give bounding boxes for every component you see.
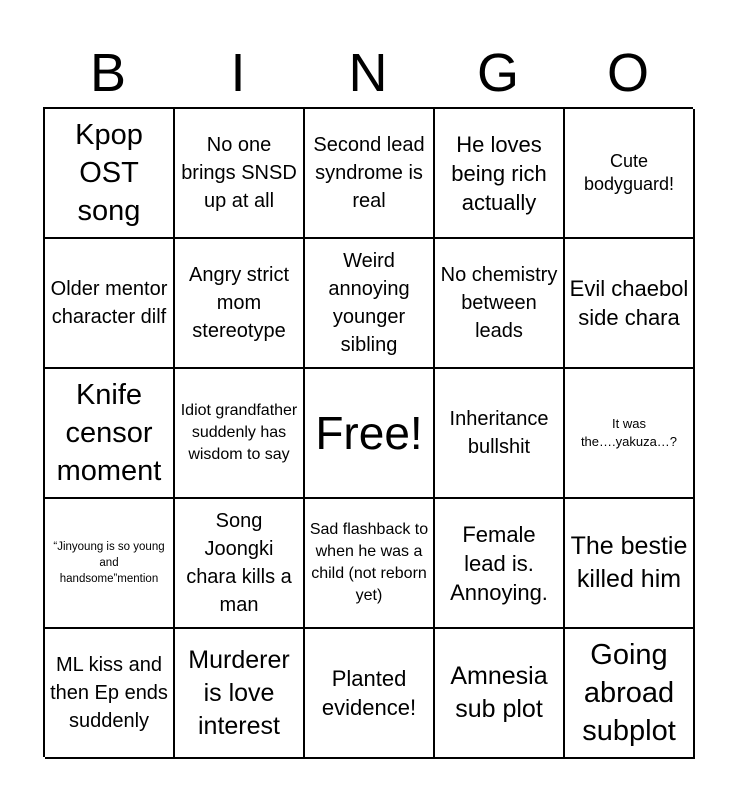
cell-text: Song Joongki chara kills a man — [186, 510, 292, 616]
cell-text: Older mentor character dilf — [50, 278, 168, 328]
bingo-cell-16[interactable] — [45, 499, 175, 629]
cell-text: It was the….yakuza…? — [580, 416, 678, 449]
bingo-cell-11[interactable] — [45, 369, 175, 499]
bingo-cell-21[interactable] — [45, 629, 175, 759]
bingo-cell-12[interactable] — [175, 369, 305, 499]
bingo-cell-9[interactable] — [435, 239, 565, 369]
bingo-cell-5[interactable] — [565, 109, 695, 239]
bingo-cell-6[interactable] — [45, 239, 175, 369]
bingo-header — [43, 38, 693, 108]
cell-text: Going abroad subplot — [582, 639, 676, 747]
cell-text: Knife censor moment — [56, 379, 162, 487]
free-space-text: Free! — [315, 407, 423, 459]
bingo-cell-19[interactable] — [435, 499, 565, 629]
bingo-cell-free[interactable] — [305, 369, 435, 499]
header-letter-i: I — [230, 43, 246, 103]
cell-text: Amnesia sub plot — [450, 662, 548, 723]
bingo-cell-10[interactable] — [565, 239, 695, 369]
header-letter-n: N — [348, 43, 388, 103]
bingo-cell-25[interactable] — [565, 629, 695, 759]
cell-text: Cute bodyguard! — [583, 151, 675, 194]
bingo-cell-8[interactable] — [305, 239, 435, 369]
cell-text: “Jinyoung is so young and handsome”mention — [53, 541, 165, 585]
cell-text: The bestie killed him — [570, 532, 688, 593]
bingo-cell-14[interactable] — [435, 369, 565, 499]
bingo-cell-20[interactable] — [565, 499, 695, 629]
cell-text: Weird annoying younger sibling — [328, 250, 410, 356]
bingo-cell-17[interactable] — [175, 499, 305, 629]
bingo-cell-4[interactable] — [435, 109, 565, 239]
bingo-cell-15[interactable] — [565, 369, 695, 499]
cell-text: Angry strict mom stereotype — [188, 264, 290, 342]
cell-text: Idiot grandfather suddenly has wisdom to say — [180, 402, 298, 463]
bingo-cell-7[interactable] — [175, 239, 305, 369]
cell-text: Kpop OST song — [75, 119, 143, 227]
cell-text: Inheritance bullshit — [449, 408, 549, 458]
cell-text: Sad flashback to when he was a child (not reborn yet) — [309, 521, 429, 604]
cell-text: Female lead is. Annoying. — [450, 521, 548, 605]
bingo-card-grid — [43, 107, 693, 757]
cell-text: ML kiss and then Ep ends suddenly — [50, 654, 168, 732]
bingo-cell-18[interactable] — [305, 499, 435, 629]
cell-text: Second lead syndrome is real — [313, 134, 425, 212]
bingo-cell-2[interactable] — [175, 109, 305, 239]
bingo-cell-22[interactable] — [175, 629, 305, 759]
bingo-cell-23[interactable] — [305, 629, 435, 759]
cell-text: No chemistry between leads — [440, 264, 558, 342]
bingo-cell-1[interactable] — [45, 109, 175, 239]
cell-text: No one brings SNSD up at all — [181, 134, 297, 212]
header-letter-o: O — [606, 43, 649, 103]
bingo-cell-24[interactable] — [435, 629, 565, 759]
cell-text: Evil chaebol side chara — [569, 276, 689, 330]
cell-text: He loves being rich actually — [451, 131, 547, 215]
header-letter-b: B — [89, 43, 127, 103]
bingo-cell-3[interactable] — [305, 109, 435, 239]
header-letter-g: G — [476, 43, 519, 103]
cell-text: Murderer is love interest — [188, 645, 290, 740]
cell-text: Planted evidence! — [321, 666, 417, 720]
